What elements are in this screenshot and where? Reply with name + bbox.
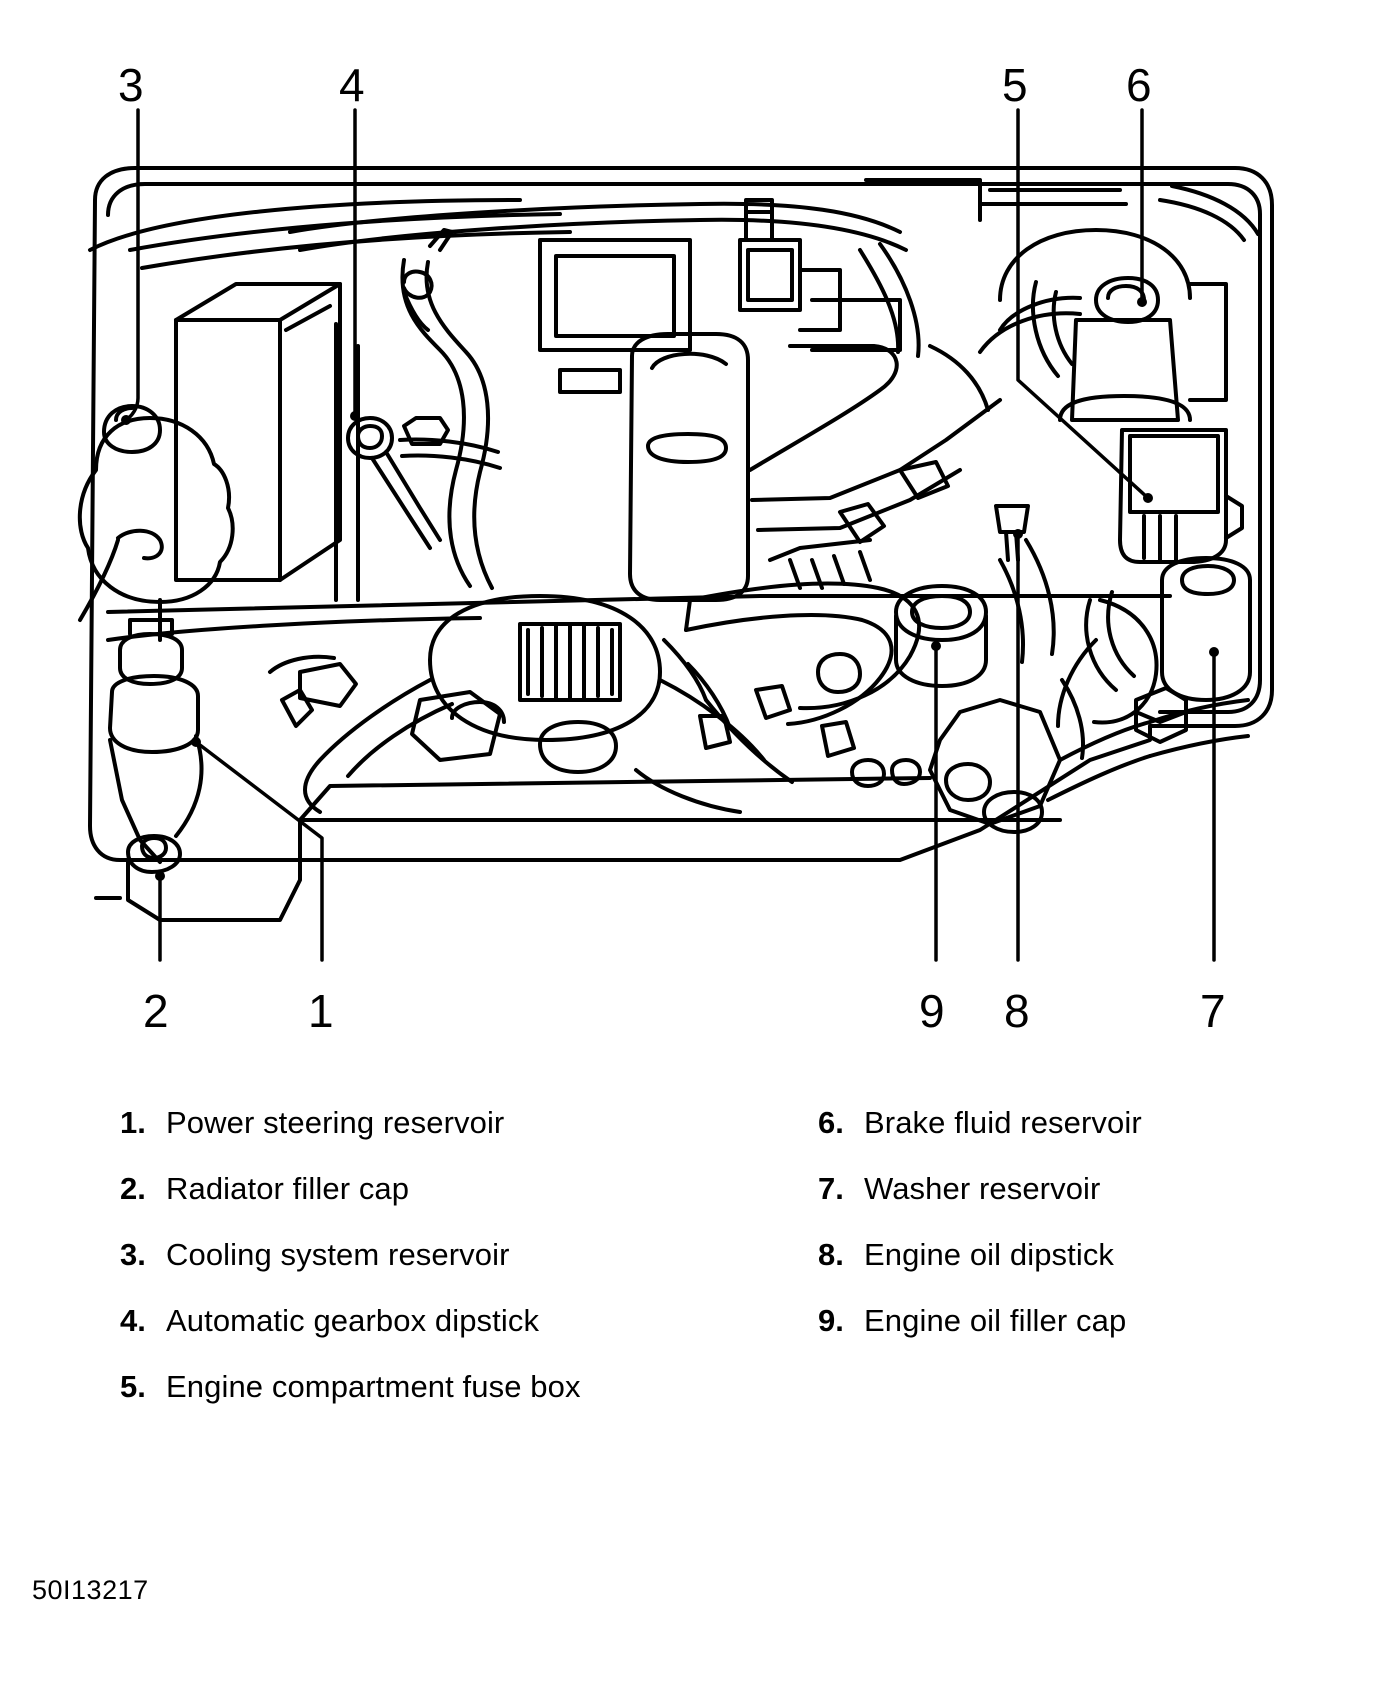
callout-number-8: 8 xyxy=(1004,985,1030,1037)
leader-dot-4 xyxy=(350,411,360,421)
wire-3 xyxy=(930,346,988,410)
radiator-hose-right xyxy=(176,736,202,836)
top-hose-3 xyxy=(290,204,900,232)
boss-3 xyxy=(822,722,854,756)
leader-dot-7 xyxy=(1209,647,1219,657)
legend-number: 1. xyxy=(120,1105,146,1140)
bellhousing-boss xyxy=(984,792,1042,832)
coolant-level-mark xyxy=(118,531,162,559)
bolt-boss xyxy=(700,716,730,748)
callout-number-1: 1 xyxy=(308,985,334,1037)
radiator-hose-left xyxy=(110,740,160,862)
brake-reservoir-base xyxy=(1060,396,1190,420)
manifold-rib5 xyxy=(860,552,870,580)
legend-label: Engine compartment fuse box xyxy=(166,1369,581,1404)
leader-1 xyxy=(196,742,322,960)
belt-run-left2 xyxy=(348,704,452,776)
side-bracket xyxy=(812,300,900,350)
cam-cover xyxy=(630,334,748,600)
oil-dipstick-tube xyxy=(1006,532,1008,560)
fuse-box-connector xyxy=(1226,496,1242,538)
gearbox-dipstick-tube2 xyxy=(372,458,430,548)
legend-label: Engine oil dipstick xyxy=(864,1237,1115,1272)
list-item xyxy=(120,1171,740,1207)
fuse-box-lid xyxy=(1130,436,1218,512)
boss-6 xyxy=(946,764,990,800)
brake-reservoir-body xyxy=(1072,320,1178,420)
legend-number: 2. xyxy=(120,1171,146,1206)
battery-box-edge xyxy=(286,306,330,330)
frame-rail-angled xyxy=(300,778,930,820)
legend-label: Engine oil filler cap xyxy=(864,1303,1127,1338)
legend xyxy=(0,1105,1392,1545)
callout-number-4: 4 xyxy=(339,59,365,111)
leader-dot-3 xyxy=(121,415,131,425)
inner-wing-curve xyxy=(1094,600,1157,723)
list-item xyxy=(818,1237,1378,1273)
legend-label: Washer reservoir xyxy=(864,1171,1101,1206)
accessory-bracket xyxy=(300,664,356,706)
legend-number: 9. xyxy=(818,1303,844,1338)
leader-dot-2 xyxy=(155,871,165,881)
legend-label: Cooling system reservoir xyxy=(166,1237,510,1272)
top-hose-4 xyxy=(300,220,906,250)
list-item xyxy=(818,1171,1378,1207)
legend-label: Radiator filler cap xyxy=(166,1171,410,1206)
legend-column-right xyxy=(818,1105,1378,1369)
manifold-rib4 xyxy=(834,556,844,584)
engine-mount-curve xyxy=(636,770,740,812)
brake-cap-detail xyxy=(1108,286,1144,300)
cam-cover-top-detail xyxy=(652,354,726,368)
oil-dipstick-handle xyxy=(996,506,1028,532)
leader-dot-8 xyxy=(1013,529,1023,539)
brake-line2 xyxy=(1054,292,1072,364)
list-item xyxy=(818,1303,1378,1339)
pulley-small xyxy=(818,654,860,692)
relay-block-inner xyxy=(748,250,792,300)
list-item xyxy=(818,1105,1378,1141)
intake-tube xyxy=(690,584,919,709)
radiator-neck xyxy=(110,676,198,752)
legend-number: 6. xyxy=(818,1105,844,1140)
callout-number-3: 3 xyxy=(118,59,144,111)
washer-reservoir xyxy=(1162,558,1250,700)
intake-plate xyxy=(560,370,620,392)
battery-box-front xyxy=(176,320,280,580)
boss-5 xyxy=(892,760,920,784)
lower-hose xyxy=(664,640,706,700)
strut-hose2 xyxy=(980,313,1080,352)
leader-dot-1 xyxy=(191,737,201,747)
gearbox-dipstick-handle-inner xyxy=(358,426,382,448)
frame-rail-top xyxy=(108,596,1170,612)
list-item xyxy=(120,1105,740,1141)
intake-tube-end xyxy=(686,600,690,630)
bolt-boss2 xyxy=(756,686,790,718)
legend-number: 3. xyxy=(120,1237,146,1272)
manifold-top-curve xyxy=(750,346,897,470)
leader-dot-9 xyxy=(931,641,941,651)
figure-code: 50I13217 xyxy=(32,1575,149,1605)
wing-edge2 xyxy=(1172,186,1258,234)
list-item xyxy=(120,1369,740,1405)
legend-label: Brake fluid reservoir xyxy=(864,1105,1142,1140)
legend-number: 8. xyxy=(818,1237,844,1272)
cam-cover-badge xyxy=(648,434,726,462)
strut-tower xyxy=(1000,230,1190,300)
callout-number-5: 5 xyxy=(1002,59,1028,111)
callout-number-9: 9 xyxy=(919,985,945,1037)
fuse-box xyxy=(1120,430,1226,562)
accessory-bracket2 xyxy=(282,690,312,726)
manifold-rib xyxy=(770,540,870,560)
legend-number: 7. xyxy=(818,1171,844,1206)
leader-dot-5 xyxy=(1143,493,1153,503)
legend-label: Power steering reservoir xyxy=(166,1105,505,1140)
leader-dot-6 xyxy=(1137,297,1147,307)
legend-number: 5. xyxy=(120,1369,146,1404)
callout-number-2: 2 xyxy=(143,985,169,1037)
coolant-hose xyxy=(80,540,118,620)
bay-outline xyxy=(90,168,1272,860)
grille-slats xyxy=(528,626,612,698)
leader-3 xyxy=(126,110,138,420)
boss-4 xyxy=(852,760,884,786)
list-item xyxy=(120,1303,740,1339)
legend-number: 4. xyxy=(120,1303,146,1338)
legend-column-left xyxy=(120,1105,740,1435)
crank-pulley xyxy=(540,722,616,772)
legend-label: Automatic gearbox dipstick xyxy=(166,1303,540,1338)
callout-number-7: 7 xyxy=(1200,985,1226,1037)
list-item xyxy=(120,1237,740,1273)
intake-box-inner xyxy=(556,256,674,336)
callout-number-6: 6 xyxy=(1126,59,1152,111)
washer-reservoir-cap xyxy=(1182,566,1234,594)
sensor-block xyxy=(840,504,884,542)
manifold-edge xyxy=(752,400,1000,500)
right-panel xyxy=(1190,284,1226,400)
hose-loop-b xyxy=(427,262,492,588)
